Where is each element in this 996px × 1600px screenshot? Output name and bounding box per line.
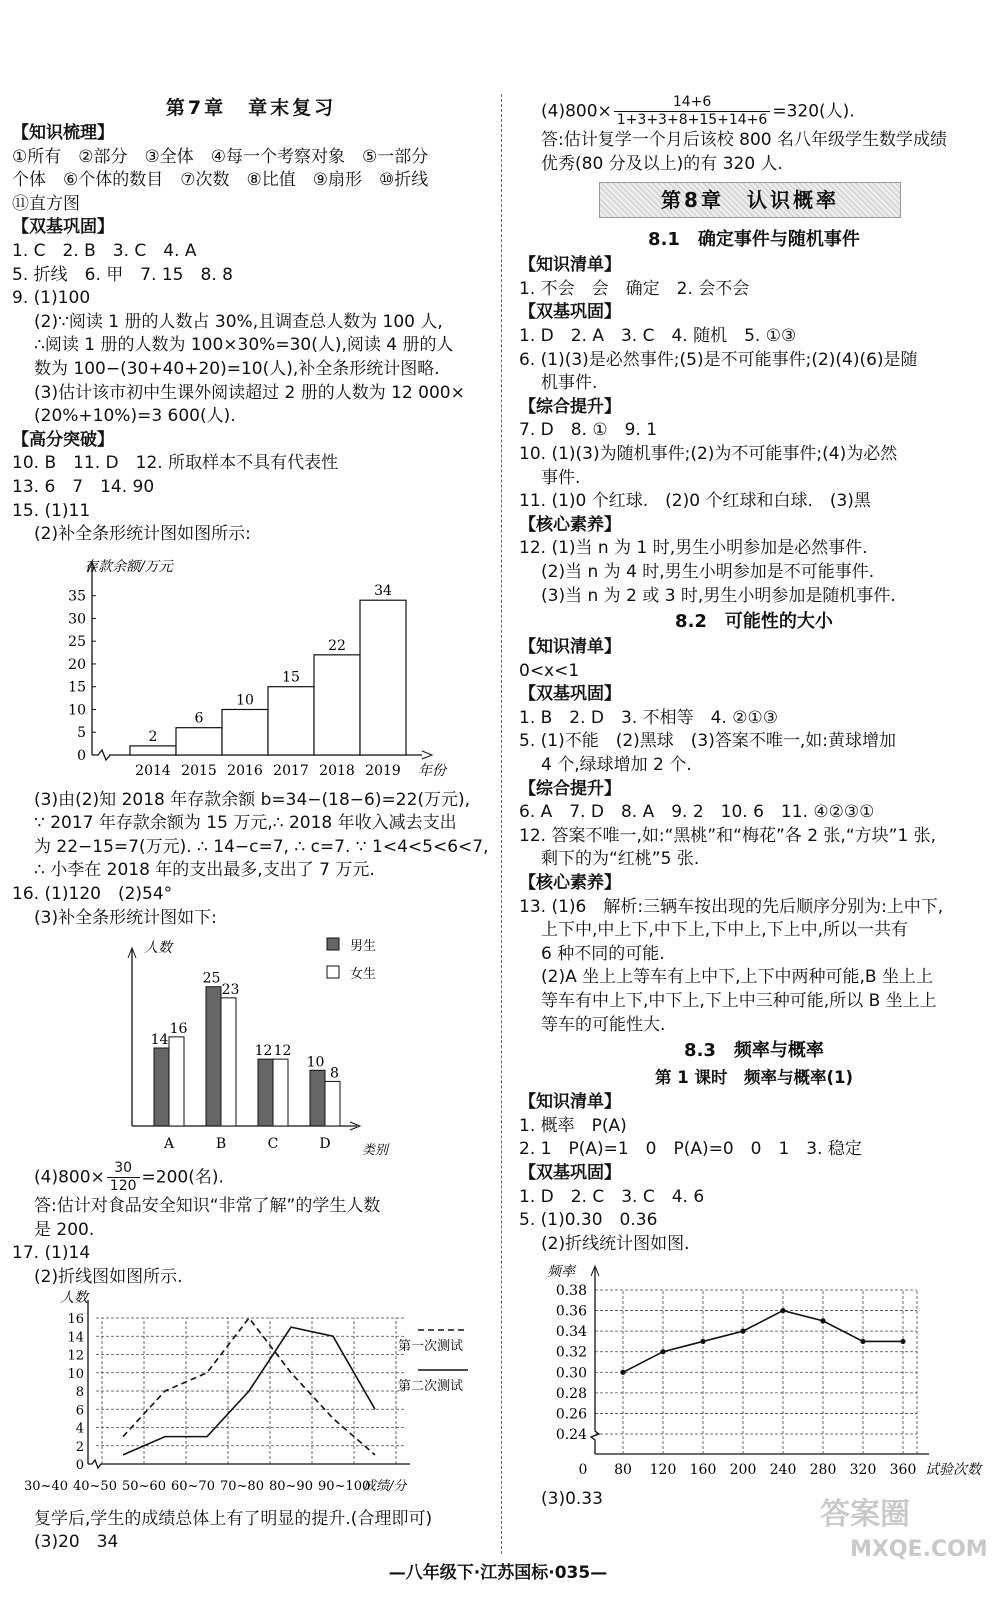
watermark-logo: 答案圈	[820, 1497, 910, 1532]
y-axis	[591, 1268, 599, 1454]
q16-denominator: 120	[109, 1178, 137, 1195]
data-point	[900, 1339, 905, 1344]
x-tick-label: 2018	[319, 762, 355, 779]
data-point	[700, 1339, 705, 1344]
y-tick-label: 14	[67, 1329, 84, 1345]
left-column	[12, 94, 490, 1555]
text-line: 是 200.	[34, 1219, 95, 1240]
y-tick-label: 10	[68, 702, 86, 719]
data-point	[620, 1370, 625, 1375]
section-header: 【双基巩固】	[519, 302, 621, 323]
page-footer: —八年级下·江苏国标·035—	[388, 1563, 608, 1583]
text-line: 复学后,学生的成绩总体上有了明显的提升.(合理即可)	[34, 1508, 433, 1529]
bar-female	[325, 1082, 340, 1127]
data-label: 14	[150, 1032, 169, 1049]
section-header: 【综合提升】	[519, 396, 621, 417]
y-axis-label: 人数	[144, 940, 172, 957]
text-line: 数为 100−(30+40+20)=10(人),补全条形统计图略.	[34, 358, 440, 379]
text-line: (2)当 n 为 4 时,男生小明参加是不可能事件.	[541, 561, 875, 582]
r-lines-b	[519, 254, 989, 608]
bar	[360, 600, 406, 755]
score-line-chart	[12, 1290, 490, 1508]
text-line: 15. (1)11	[12, 500, 91, 521]
x-tick-label: 160	[689, 1462, 717, 1479]
legend-swatch	[327, 938, 339, 950]
x-axis-label: 年份	[418, 762, 446, 779]
right-column	[519, 94, 989, 1512]
q16-fraction	[107, 1160, 140, 1195]
x-tick-label: 280	[809, 1462, 837, 1479]
bar-male	[154, 1048, 169, 1126]
data-point	[780, 1308, 785, 1313]
y-tick-label: 0.24	[555, 1427, 587, 1444]
x-axis-arrow	[422, 751, 432, 759]
text-line: 11. (1)0 个红球. (2)0 个红球和白球. (3)黑	[519, 491, 871, 512]
r-lines-a	[519, 129, 989, 176]
q4-denominator: 1+3+3+8+15+14+6	[616, 112, 768, 128]
y-tick-label: 0.34	[555, 1324, 587, 1341]
text-line: 1. 不会 会 确定 2. 会不会	[519, 278, 750, 299]
x-tick-label: 80	[614, 1462, 632, 1479]
data-label: 10	[306, 1054, 325, 1071]
gender-bar-chart	[12, 930, 490, 1160]
r-lines-d	[519, 1091, 989, 1256]
data-point	[660, 1349, 665, 1354]
x-tick-label: 240	[769, 1462, 797, 1479]
x-axis-label: 试验次数	[925, 1462, 981, 1479]
watermark-url: MXQE.COM	[850, 1537, 988, 1562]
data-label: 15	[282, 669, 300, 686]
text-line: 13. 6 7 14. 90	[12, 476, 155, 497]
x-tick-label: 60~70	[171, 1478, 215, 1494]
data-label: 8	[330, 1065, 339, 1082]
data-label: 34	[374, 582, 392, 599]
y-tick-label: 0.28	[555, 1386, 587, 1403]
bar	[176, 727, 222, 754]
text-line: (3)0.33	[541, 1489, 603, 1510]
savings-bar-chart	[12, 547, 490, 789]
text-line: ①所有 ②部分 ③全体 ④每一个考察对象 ⑤一部分	[12, 146, 429, 167]
legend-label: 男生	[350, 939, 377, 955]
text-line: (3)补全条形统计图如下:	[34, 907, 217, 928]
q16-part4	[12, 1160, 490, 1195]
text-line: 17. (1)14	[12, 1243, 91, 1264]
section-8-2-title: 8.2 可能性的大小	[675, 611, 833, 633]
bar	[222, 709, 268, 755]
data-label: 25	[202, 970, 221, 987]
lines-c	[12, 1195, 490, 1289]
gender-bar-chart-svg	[12, 930, 490, 1160]
data-label: 12	[273, 1043, 292, 1060]
x-tick-label: 2017	[273, 762, 309, 779]
bar-female	[273, 1059, 288, 1126]
x-tick-label: D	[319, 1136, 331, 1153]
x-tick-label: 80~90	[269, 1478, 313, 1494]
text-line: 答:估计复学一个月后该校 800 名八年级学生数学成绩	[541, 130, 947, 150]
data-label: 2	[148, 728, 158, 745]
y-tick-label: 6	[75, 1402, 84, 1418]
series-line-1	[123, 1318, 375, 1455]
x-axis-label: 成绩/分	[363, 1478, 407, 1494]
x-tick-label: 2014	[135, 762, 171, 779]
data-point	[740, 1329, 745, 1334]
legend-swatch	[327, 966, 339, 978]
text-line: 等车有中上下,中下上,下上中三种可能,所以 B 坐上上	[541, 991, 937, 1011]
y-tick-label: 4	[75, 1421, 84, 1437]
text-line: 12. (1)当 n 为 1 时,男生小明参加是必然事件.	[519, 538, 868, 559]
text-line: 个体 ⑥个体的数目 ⑦次数 ⑧比值 ⑨扇形 ⑩折线	[12, 170, 429, 191]
q4-prefix: (4)800×	[541, 101, 612, 122]
section-header: 【双基巩固】	[12, 217, 114, 238]
legend-label: 第一次测试	[398, 1338, 464, 1354]
lines-b	[12, 789, 490, 931]
text-line: 6. (1)(3)是必然事件;(5)是不可能事件;(2)(4)(6)是随	[519, 349, 918, 370]
section-header: 【知识清单】	[519, 1092, 621, 1113]
x-tick-label: 2019	[365, 762, 401, 779]
bar	[268, 686, 314, 754]
text-line: (2)折线统计图如图.	[541, 1233, 690, 1254]
x-axis	[88, 1460, 410, 1468]
text-line: (2)∵阅读 1 册的人数占 30%,且调查总人数为 100 人,	[34, 311, 443, 332]
text-line: 答:估计对食品安全知识“非常了解”的学生人数	[34, 1196, 381, 1217]
data-label: 12	[254, 1043, 273, 1060]
lines-d	[12, 1508, 490, 1555]
text-line: 等车的可能性大.	[541, 1014, 666, 1035]
x-tick-label: 2016	[227, 762, 263, 779]
data-label: 10	[236, 692, 254, 709]
y-tick-label: 16	[67, 1311, 84, 1327]
section-header: 【知识梳理】	[12, 123, 114, 143]
y-tick-label: 0.26	[555, 1406, 587, 1423]
text-line: 0<x<1	[519, 660, 580, 681]
section-8-3-title: 8.3 频率与概率	[684, 1040, 824, 1062]
text-line: 13. (1)6 解析:三辆车按出现的先后顺序分别为:上中下,	[519, 896, 944, 917]
y-axis-label: 存款余额/万元	[84, 558, 173, 575]
text-line: 5. 折线 6. 甲 7. 15 8. 8	[12, 264, 233, 285]
text-line: 上下中,中上下,中下上,下中上,下上中,所以一共有	[541, 920, 909, 941]
text-line: (20%+10%)=3 600(人).	[34, 406, 236, 427]
section-header: 【核心素养】	[519, 873, 621, 894]
text-line: 事件.	[541, 467, 581, 488]
text-line: 1. 概率 P(A)	[519, 1115, 627, 1136]
y-tick-label: 0.38	[555, 1283, 587, 1300]
legend-label: 女生	[350, 967, 377, 983]
x-tick-label: 0	[578, 1462, 588, 1479]
y-tick-label: 30	[68, 611, 86, 628]
score-line-chart-svg	[12, 1290, 490, 1508]
x-tick-label: 120	[649, 1462, 677, 1479]
q16-suffix: =200(名).	[141, 1167, 224, 1188]
frequency-line-chart	[519, 1256, 989, 1488]
text-line: 12. 答案不唯一,如:“黑桃”和“梅花”各 2 张,“方块”1 张,	[519, 825, 937, 846]
text-line: 2. 1 P(A)=1 0 P(A)=0 0 1 3. 稳定	[519, 1139, 862, 1160]
frequency-line-chart-svg	[519, 1256, 989, 1488]
bar-female	[221, 998, 236, 1126]
x-tick-label: 360	[889, 1462, 917, 1479]
y-tick-label: 20	[68, 656, 86, 673]
text-line: 10. B 11. D 12. 所取样本不具有代表性	[12, 453, 339, 474]
legend-label: 第二次测试	[398, 1378, 464, 1394]
x-tick-label: B	[215, 1136, 227, 1153]
x-tick-label: 70~80	[220, 1478, 264, 1494]
data-point	[860, 1339, 865, 1344]
y-tick-label: 15	[68, 679, 86, 696]
y-tick-label: 12	[67, 1348, 84, 1364]
text-line: 6 种不同的可能.	[541, 943, 665, 964]
text-line: 剩下的为“红桃”5 张.	[541, 849, 700, 870]
section-8-1-title: 8.1 确定事件与随机事件	[648, 229, 860, 251]
text-line: 10. (1)(3)为随机事件;(2)为不可能事件;(4)为必然	[519, 443, 898, 464]
text-line: (2)补全条形统计图如图所示:	[34, 524, 251, 545]
x-tick-label: 40~50	[73, 1478, 117, 1494]
q4-fraction	[614, 94, 771, 129]
bar-female	[169, 1037, 184, 1126]
y-tick-label: 2	[75, 1439, 84, 1455]
text-line: 5. (1)0.30 0.36	[519, 1210, 658, 1231]
r-lines-c	[519, 636, 989, 1037]
text-line: (3)由(2)知 2018 年存款余额 b=34−(18−6)=22(万元),	[34, 789, 471, 810]
y-tick-label: 0	[75, 1457, 84, 1473]
y-tick-label: 25	[68, 633, 86, 650]
text-line: 7. D 8. ① 9. 1	[519, 420, 658, 441]
text-line: 4 个,绿球增加 2 个.	[541, 755, 692, 776]
x-tick-label: 50~60	[122, 1478, 166, 1494]
section-header: 【知识清单】	[519, 255, 621, 276]
text-line: 9. (1)100	[12, 288, 91, 309]
y-tick-label: 8	[75, 1384, 84, 1400]
y-tick-label: 10	[67, 1366, 84, 1382]
column-divider	[501, 94, 502, 1554]
x-tick-label: 200	[729, 1462, 757, 1479]
y-tick-label: 5	[77, 724, 86, 741]
section-header: 【高分突破】	[12, 429, 114, 450]
data-label: 6	[194, 710, 204, 727]
section-header: 【核心素养】	[519, 514, 621, 535]
x-tick-label: A	[163, 1136, 175, 1153]
y-axis-label: 频率	[547, 1264, 575, 1281]
y-tick-label: 0	[77, 747, 86, 764]
savings-bar-chart-svg	[12, 547, 490, 789]
text-line: (3)估计该市初中生课外阅读超过 2 册的人数为 12 000×	[34, 382, 465, 403]
q4-suffix: =320(人).	[772, 101, 855, 122]
text-line: 机事件.	[541, 373, 598, 394]
text-line: 1. D 2. A 3. C 4. 随机 5. ①③	[519, 325, 797, 346]
text-line: ∴阅读 1 册的人数为 100×30%=30(人),阅读 4 册的人	[34, 335, 454, 356]
text-line: (3)20 34	[34, 1532, 119, 1553]
lines-a	[12, 122, 490, 547]
section-header: 【双基巩固】	[519, 1162, 621, 1183]
bar	[314, 655, 360, 755]
text-line: 1. C 2. B 3. C 4. A	[12, 240, 197, 261]
y-tick-label: 0.30	[555, 1365, 587, 1382]
chapter-8-title: 第8章 认识概率	[599, 182, 901, 218]
q4-part	[519, 94, 989, 129]
q16-numerator: 30	[107, 1160, 140, 1178]
text-line: 6. A 7. D 8. A 9. 2 10. 6 11. ④②③①	[519, 802, 875, 823]
x-tick-label: 2015	[181, 762, 217, 779]
q16-prefix: (4)800×	[34, 1167, 105, 1188]
section-header: 【知识清单】	[519, 637, 621, 658]
y-tick-label: 0.32	[555, 1345, 587, 1362]
x-axis-label: 类别	[362, 1143, 389, 1159]
x-tick-label: 30~40	[24, 1478, 68, 1494]
text-line: 1. B 2. D 3. 不相等 4. ②①③	[519, 707, 778, 728]
bar-male	[206, 987, 221, 1126]
text-line: 1. D 2. C 3. C 4. 6	[519, 1186, 705, 1207]
text-line: (2)折线图如图所示.	[34, 1267, 183, 1288]
section-header: 【双基巩固】	[519, 684, 621, 705]
text-line: ∴ 小李在 2018 年的支出最多,支出了 7 万元.	[34, 860, 375, 881]
y-tick-label: 0.36	[555, 1303, 587, 1320]
data-label: 23	[221, 982, 240, 999]
text-line: 16. (1)120 (2)54°	[12, 884, 173, 905]
text-line: (3)当 n 为 2 或 3 时,男生小明参加是随机事件.	[541, 585, 896, 606]
text-line: (2)A 坐上上等车有上中下,上下中两种可能,B 坐上上	[541, 967, 933, 988]
data-point	[820, 1319, 825, 1324]
bar-male	[258, 1059, 273, 1126]
y-tick-label: 35	[68, 588, 86, 605]
text-line: 优秀(80 分及以上)的有 320 人.	[541, 153, 783, 174]
text-line: ⑪直方图	[12, 193, 80, 214]
r-lines-e	[519, 1488, 989, 1512]
lesson-title: 第 1 课时 频率与概率(1)	[654, 1068, 854, 1088]
x-tick-label: 90~100	[318, 1478, 371, 1494]
bar-male	[310, 1071, 325, 1127]
chapter-7-title: 第7章 章末复习	[165, 97, 337, 119]
text-line: 为 22−15=7(万元). ∴ 14−c=7, ∴ c=7. ∵ 1<4<5<6<7,	[34, 836, 489, 857]
text-line: ∵ 2017 年存款余额为 15 万元,∴ 2018 年收入减去支出	[34, 813, 457, 834]
bar	[130, 746, 176, 755]
data-label: 22	[328, 637, 346, 654]
section-header: 【综合提升】	[519, 778, 621, 799]
y-axis-label: 人数	[60, 1289, 88, 1306]
data-label: 16	[169, 1021, 188, 1038]
x-tick-label: 320	[849, 1462, 877, 1479]
text-line: 5. (1)不能 (2)黑球 (3)答案不唯一,如:黄球增加	[519, 731, 896, 752]
q4-numerator: 14+6	[614, 94, 771, 112]
x-tick-label: C	[267, 1136, 279, 1153]
